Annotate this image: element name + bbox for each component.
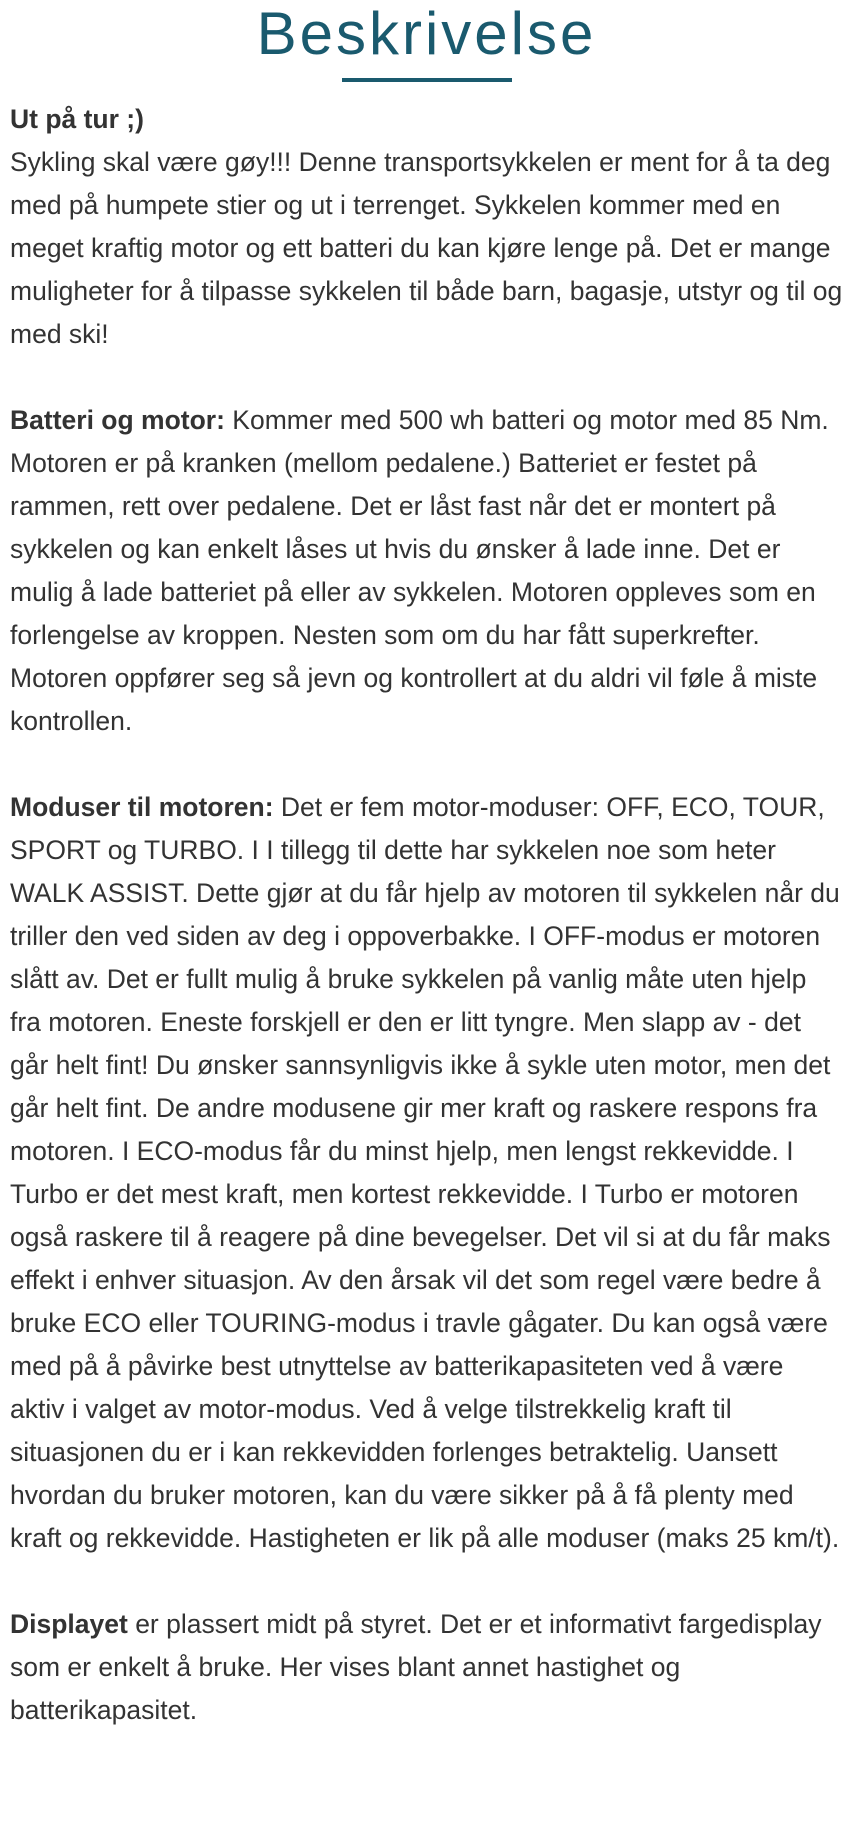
- battery-lead: Batteri og motor:: [10, 405, 225, 435]
- display-paragraph: [10, 1603, 843, 1732]
- intro-title: Ut på tur ;): [10, 104, 144, 134]
- section-heading: Beskrivelse: [256, 0, 597, 67]
- intro-paragraph: [10, 98, 843, 356]
- intro-text: Sykling skal være gøy!!! Denne transportsykkelen er ment for å ta deg med på humpete stier og ut i terrenget. Sykkelen kommer med en meget kraftig motor og ett batteri du kan kjøre lenge på. Det er mange muligheter for å tilpasse sykkelen til både barn, bagasje, utstyr og til og med ski!: [10, 147, 843, 349]
- battery-paragraph: [10, 399, 843, 743]
- battery-text: Kommer med 500 wh batteri og motor med 85 Nm. Motoren er på kranken (mellom pedalene.) Batteriet er festet på rammen, rett over pedalene. Det er låst fast når det er montert på sykkelen og kan enkelt låses ut hvis du ønsker å lade inne. Det er mulig å lade batteriet på eller av sykkelen. Motoren oppleves som en forlengelse av kroppen. Nesten som om du har fått superkrefter. Motoren oppfører seg så jevn og kontrollert at du aldri vil føle å miste kontrollen.: [10, 405, 829, 736]
- modes-lead: Moduser til motoren:: [10, 792, 274, 822]
- modes-paragraph: [10, 786, 843, 1560]
- heading-underline: [342, 78, 512, 82]
- description-body: [10, 98, 843, 1732]
- display-lead: Displayet: [10, 1609, 128, 1639]
- modes-text: Det er fem motor-moduser: OFF, ECO, TOUR, SPORT og TURBO. I I tillegg til dette har sykkelen noe som heter WALK ASSIST. Dette gjør at du får hjelp av motoren til sykkelen når du triller den ved siden av deg i oppoverbakke. I OFF-modus er motoren slått av. Det er fullt mulig å bruke sykkelen på vanlig måte uten hjelp fra motoren. Eneste forskjell er den er litt tyngre. Men slapp av - det går helt fint! Du ønsker sannsynligvis ikke å sykle uten motor, men det går helt fint. De andre modusene gir mer kraft og raskere respons fra motoren. I ECO-modus får du minst hjelp, men lengst rekkevidde. I Turbo er det mest kraft, men kortest rekkevidde. I Turbo er motoren også raskere til å reagere på dine bevegelser. Det vil si at du får maks effekt i enhver situasjon. Av den årsak vil det som regel være bedre å bruke ECO eller TOURING-modus i travle gågater. Du kan også være med på å påvirke best utnyttelse av batterikapasiteten ved å være aktiv i valget av motor-modus. Ved å velge tilstrekkelig kraft til situasjonen du er i kan rekkevidden forlenges betraktelig. Uansett hvordan du bruker motoren, kan du være sikker på å få plenty med kraft og rekkevidde. Hastigheten er lik på alle moduser (maks 25 km/t).: [10, 792, 840, 1553]
- display-text: er plassert midt på styret. Det er et informativt fargedisplay som er enkelt å bruke. Her vises blant annet hastighet og batterikapasitet.: [10, 1609, 822, 1725]
